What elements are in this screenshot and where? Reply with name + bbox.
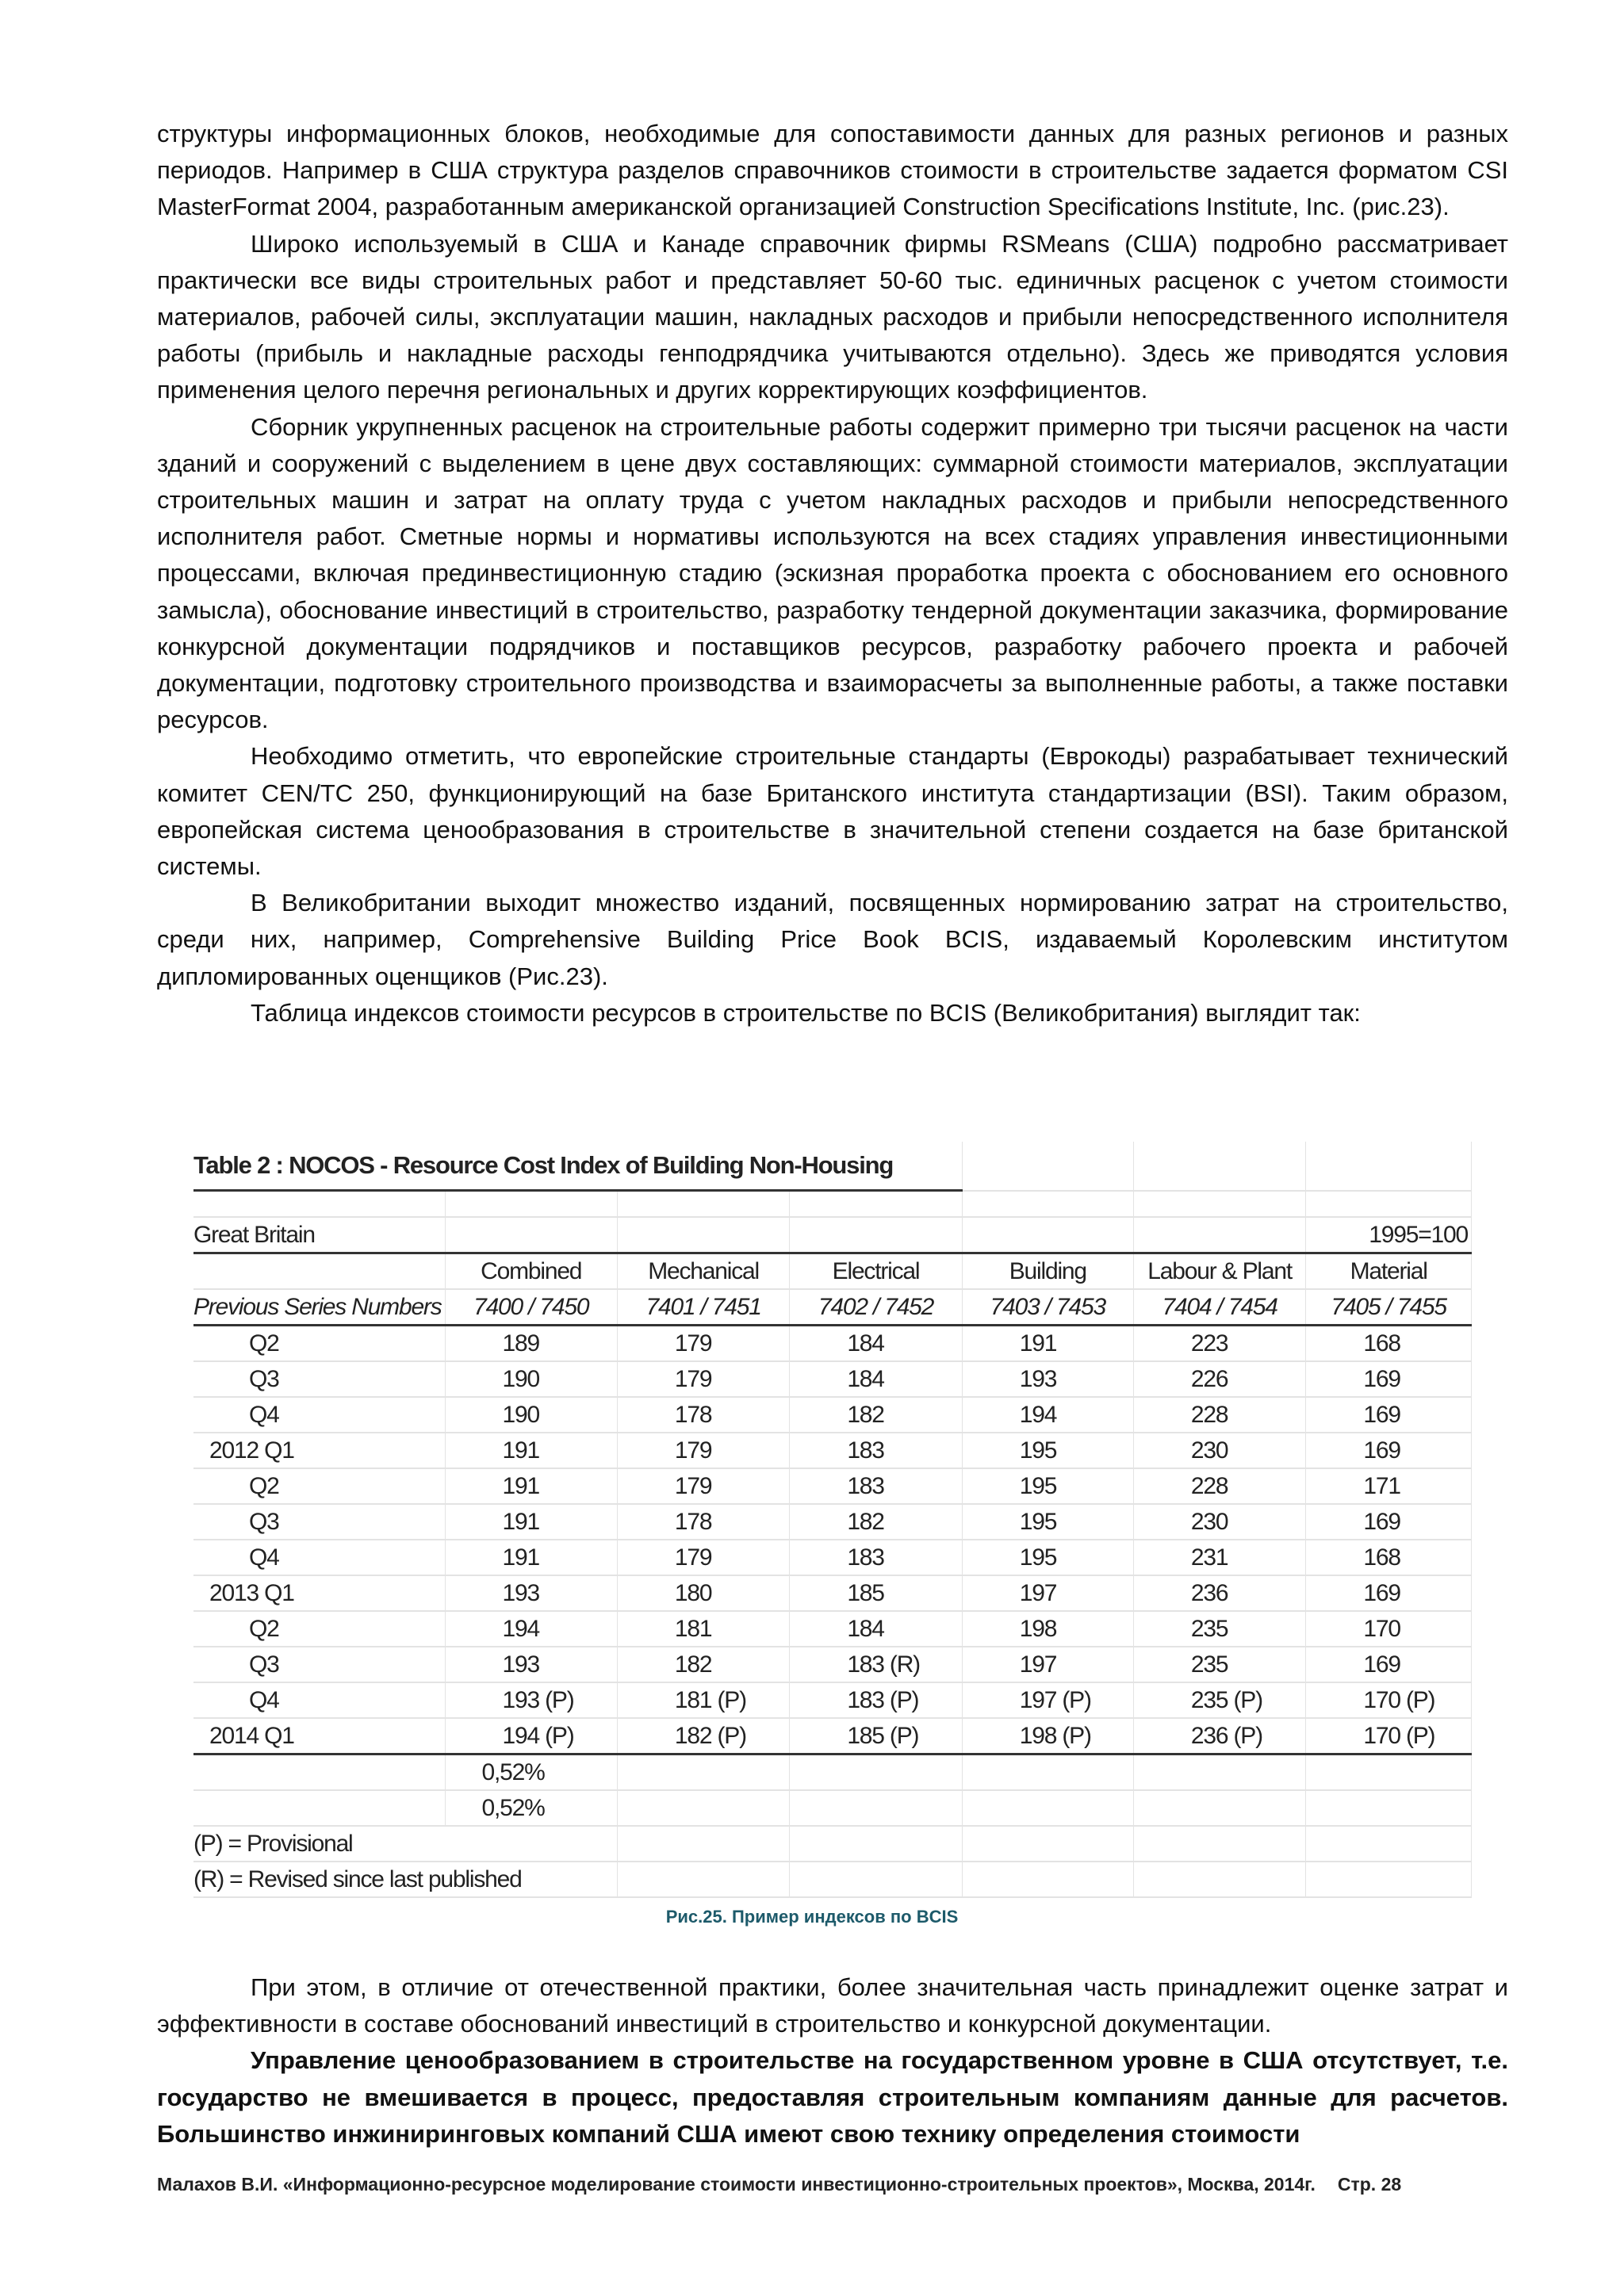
index-value: 191 — [445, 1504, 617, 1540]
index-value: 170 (P) — [1306, 1718, 1472, 1755]
index-value: 170 — [1306, 1611, 1472, 1647]
index-value: 197 — [962, 1575, 1133, 1611]
index-value: 183 — [790, 1433, 962, 1468]
index-value: 191 — [445, 1540, 617, 1575]
series-number: 7402 / 7452 — [790, 1289, 962, 1326]
legend-row — [193, 1826, 1472, 1862]
series-number: 7400 / 7450 — [445, 1289, 617, 1326]
index-value: 194 (P) — [445, 1718, 617, 1755]
table-row — [193, 1326, 1472, 1362]
quarter: Q2 — [249, 1330, 279, 1357]
table-row — [193, 1682, 1472, 1718]
index-value: 194 — [962, 1397, 1133, 1433]
index-value: 181 (P) — [617, 1682, 789, 1718]
index-value: 195 — [962, 1540, 1133, 1575]
empty-cell — [790, 1191, 962, 1218]
index-value: 168 — [1306, 1540, 1472, 1575]
index-value: 179 — [617, 1540, 789, 1575]
period-label — [193, 1718, 445, 1755]
region-row — [193, 1217, 1472, 1253]
series-number: 7403 / 7453 — [962, 1289, 1133, 1326]
empty-cell — [1306, 1191, 1472, 1218]
figure-caption: Рис.25. Пример индексов по BCIS — [665, 1907, 959, 1927]
index-value: 179 — [617, 1468, 789, 1504]
index-value: 180 — [617, 1575, 789, 1611]
paragraph: Широко используемый в США и Канаде справочник фирмы RSMeans (США) подробно рассматривает практически все виды строительных работ и представляет 50-60 тыс. единичных расценок с учетом стоимости материалов, рабочей силы, эксплуатации машин, накладных расходов и прибыли непосредственного исполнителя работы (прибыль и накладные расходы генподрядчика учитываются отдельно). Здесь же приводятся условия применения целого перечня региональных и других корректирующих коэффициентов. — [157, 229, 1508, 404]
empty-cell — [790, 1217, 962, 1253]
quarter: Q4 — [249, 1686, 279, 1713]
paragraph-bold: Управление ценообразованием в строительстве на государственном уровне в США отсутствует, т.е. государство не вмешивается в процесс, предоставляя строительным компаниям данные для расчетов. Большинство инжиниринговых компаний США имеют свою технику определения стоимости — [157, 2046, 1508, 2148]
index-value: 179 — [617, 1326, 789, 1362]
index-value: 195 — [962, 1468, 1133, 1504]
index-value: 223 — [1133, 1326, 1305, 1362]
legend-note: (P) = Provisional — [193, 1826, 617, 1862]
index-value: 169 — [1306, 1361, 1472, 1397]
empty-cell — [193, 1790, 445, 1826]
series-number: 7404 / 7454 — [1133, 1289, 1305, 1326]
period-label — [193, 1682, 445, 1718]
body-text-top — [157, 116, 1508, 1031]
legend-row — [193, 1862, 1472, 1897]
index-value: 231 — [1133, 1540, 1305, 1575]
empty-cell — [1133, 1790, 1305, 1826]
index-value: 195 — [962, 1433, 1133, 1468]
empty-cell — [790, 1790, 962, 1826]
table-row — [193, 1611, 1472, 1647]
index-value: 191 — [445, 1468, 617, 1504]
table-row — [193, 1397, 1472, 1433]
index-value: 236 — [1133, 1575, 1305, 1611]
empty-cell — [962, 1826, 1133, 1862]
index-value: 230 — [1133, 1433, 1305, 1468]
empty-cell — [1306, 1755, 1472, 1791]
index-value: 190 — [445, 1397, 617, 1433]
empty-cell — [617, 1755, 789, 1791]
page-footer — [157, 2174, 1401, 2195]
series-label: Previous Series Numbers — [193, 1289, 445, 1326]
column-header: Building — [962, 1253, 1133, 1290]
quarter: Q2 — [249, 1472, 279, 1499]
index-value: 197 (P) — [962, 1682, 1133, 1718]
index-value: 235 — [1133, 1611, 1305, 1647]
period-label — [193, 1575, 445, 1611]
index-value: 185 (P) — [790, 1718, 962, 1755]
index-value: 236 (P) — [1133, 1718, 1305, 1755]
index-value: 171 — [1306, 1468, 1472, 1504]
empty-cell — [790, 1826, 962, 1862]
table-row — [193, 1468, 1472, 1504]
table-row — [193, 1540, 1472, 1575]
table-title-row — [193, 1142, 1472, 1191]
base-year-label: 1995=100 — [1306, 1217, 1472, 1253]
quarter: Q3 — [249, 1651, 279, 1678]
index-value: 183 — [790, 1540, 962, 1575]
index-value: 183 (R) — [790, 1647, 962, 1682]
empty-cell — [1133, 1826, 1305, 1862]
empty-cell — [1306, 1790, 1472, 1826]
legend-note: (R) = Revised since last published — [193, 1862, 617, 1897]
index-value: 230 — [1133, 1504, 1305, 1540]
empty-cell — [962, 1790, 1133, 1826]
empty-cell — [617, 1217, 789, 1253]
index-value: 193 — [445, 1575, 617, 1611]
index-value: 178 — [617, 1397, 789, 1433]
index-value: 235 (P) — [1133, 1682, 1305, 1718]
percent-value: 0,52% — [445, 1755, 617, 1791]
index-value: 169 — [1306, 1647, 1472, 1682]
index-value: 195 — [962, 1504, 1133, 1540]
empty-cell — [962, 1217, 1133, 1253]
index-value: 182 — [790, 1397, 962, 1433]
empty-cell — [445, 1217, 617, 1253]
column-header: Combined — [445, 1253, 617, 1290]
index-value: 185 — [790, 1575, 962, 1611]
bcis-index-table — [193, 1142, 1472, 1898]
quarter: Q4 — [249, 1401, 279, 1428]
empty-cell — [1133, 1217, 1305, 1253]
series-number: 7405 / 7455 — [1306, 1289, 1472, 1326]
table-row — [193, 1504, 1472, 1540]
series-numbers-row — [193, 1289, 1472, 1326]
index-value: 169 — [1306, 1504, 1472, 1540]
index-value: 182 (P) — [617, 1718, 789, 1755]
empty-cell — [962, 1191, 1133, 1218]
column-header: Labour & Plant — [1133, 1253, 1305, 1290]
index-value: 193 — [962, 1361, 1133, 1397]
quarter: Q1 — [264, 1579, 294, 1606]
body-text-bottom — [157, 1969, 1508, 2152]
index-value: 181 — [617, 1611, 789, 1647]
empty-cell — [1306, 1142, 1472, 1191]
paragraph: структуры информационных блоков, необходимые для сопоставимости данных для разных регионов и разных периодов. Например в США структура разделов справочников стоимости в строительстве задается форматом CSI MasterFormat 2004, разработанным американской организацией Construction Specifications Institute, Inc. (рис.23). — [157, 120, 1508, 221]
index-value: 169 — [1306, 1397, 1472, 1433]
paragraph: В Великобритании выходит множество изданий, посвященных нормированию затрат на строительство, среди них, например, Comprehensive Building Price Book BCIS, издаваемый Королевским институтом дипломированных оценщиков (Рис.23). — [157, 889, 1508, 990]
index-value: 198 — [962, 1611, 1133, 1647]
column-header: Material — [1306, 1253, 1472, 1290]
empty-cell — [962, 1862, 1133, 1897]
index-value: 197 — [962, 1647, 1133, 1682]
index-value: 168 — [1306, 1326, 1472, 1362]
paragraph: Таблица индексов стоимости ресурсов в строительстве по BCIS (Великобритания) выглядит так: — [251, 998, 1361, 1027]
empty-cell — [193, 1191, 445, 1218]
table-row — [193, 1361, 1472, 1397]
index-value: 198 (P) — [962, 1718, 1133, 1755]
index-value: 184 — [790, 1326, 962, 1362]
empty-cell — [1306, 1862, 1472, 1897]
series-number: 7401 / 7451 — [617, 1289, 789, 1326]
empty-cell — [617, 1862, 789, 1897]
empty-cell — [617, 1191, 789, 1218]
period-label — [193, 1611, 445, 1647]
quarter: Q1 — [264, 1722, 294, 1749]
empty-cell — [790, 1862, 962, 1897]
year: 2013 — [209, 1579, 259, 1606]
empty-cell — [1133, 1142, 1305, 1191]
column-header: Mechanical — [617, 1253, 789, 1290]
percent-row — [193, 1755, 1472, 1791]
year: 2014 — [209, 1722, 259, 1749]
index-value: 228 — [1133, 1397, 1305, 1433]
empty-cell — [962, 1755, 1133, 1791]
index-value: 235 — [1133, 1647, 1305, 1682]
table-row — [193, 1433, 1472, 1468]
index-value: 194 — [445, 1611, 617, 1647]
period-label — [193, 1468, 445, 1504]
spacer-row — [193, 1191, 1472, 1218]
index-value: 183 — [790, 1468, 962, 1504]
index-value: 193 (P) — [445, 1682, 617, 1718]
period-label — [193, 1433, 445, 1468]
period-label — [193, 1504, 445, 1540]
index-value: 190 — [445, 1361, 617, 1397]
percent-row — [193, 1790, 1472, 1826]
index-value: 228 — [1133, 1468, 1305, 1504]
paragraph: При этом, в отличие от отечественной практики, более значительная часть принадлежит оценке затрат и эффективности в составе обоснований инвестиций в строительство и конкурсной документации. — [157, 1973, 1508, 2038]
quarter: Q3 — [249, 1365, 279, 1392]
index-value: 184 — [790, 1361, 962, 1397]
period-label — [193, 1647, 445, 1682]
empty-cell — [193, 1755, 445, 1791]
index-value: 182 — [790, 1504, 962, 1540]
paragraph: Сборник укрупненных расценок на строительные работы содержит примерно три тысячи расценок на части зданий и сооружений с выделением в цене двух составляющих: суммарной стоимости материалов, эксплуатации строительных машин и затрат на оплату труда с учетом накладных расходов и прибыли непосредственного исполнителя работ. Сметные нормы и нормативы используются на всех стадиях управления инвестиционными процессами, включая прединвестиционную стадию (эскизная проработка проекта с обоснованием его основного замысла), обоснование инвестиций в строительство, разработку тендерной документации заказчика, формирование конкурсной документации подрядчиков и поставщиков ресурсов, разработку рабочего проекта и рабочей документации, подготовку строительного производства и взаиморасчеты за выполненные работы, а также поставки ресурсов. — [157, 412, 1508, 734]
table-row — [193, 1718, 1472, 1755]
empty-cell — [193, 1253, 445, 1290]
index-value: 193 — [445, 1647, 617, 1682]
index-value: 178 — [617, 1504, 789, 1540]
period-label — [193, 1540, 445, 1575]
year: 2012 — [209, 1437, 259, 1464]
empty-cell — [790, 1755, 962, 1791]
period-label — [193, 1361, 445, 1397]
column-header: Electrical — [790, 1253, 962, 1290]
paragraph: Необходимо отметить, что европейские строительные стандарты (Еврокоды) разрабатывает технический комитет CEN/TC 250, функционирующий на базе Британского института стандартизации (BSI). Таким образом, европейская система ценообразования в строительстве в значительной степени создается на базе британской системы. — [157, 742, 1508, 881]
empty-cell — [1133, 1862, 1305, 1897]
empty-cell — [445, 1191, 617, 1218]
region-label: Great Britain — [193, 1217, 445, 1253]
index-value: 226 — [1133, 1361, 1305, 1397]
index-value: 183 (P) — [790, 1682, 962, 1718]
index-value: 169 — [1306, 1433, 1472, 1468]
index-value: 189 — [445, 1326, 617, 1362]
index-value: 184 — [790, 1611, 962, 1647]
quarter: Q1 — [264, 1437, 294, 1464]
empty-cell — [1133, 1755, 1305, 1791]
empty-cell — [1306, 1826, 1472, 1862]
index-value: 179 — [617, 1433, 789, 1468]
index-value: 179 — [617, 1361, 789, 1397]
period-label — [193, 1397, 445, 1433]
empty-cell — [617, 1826, 789, 1862]
table-title: Table 2 : NOCOS - Resource Cost Index of Building Non-Housing — [193, 1142, 962, 1191]
quarter: Q2 — [249, 1615, 279, 1642]
empty-cell — [1133, 1191, 1305, 1218]
table-row — [193, 1647, 1472, 1682]
index-value: 169 — [1306, 1575, 1472, 1611]
footer-citation: Малахов В.И. «Информационно-ресурсное моделирование стоимости инвестиционно-строительных проектов», Москва, 2014г. — [157, 2174, 1316, 2195]
page-number: Стр. 28 — [1337, 2174, 1402, 2195]
period-label — [193, 1326, 445, 1362]
empty-cell — [962, 1142, 1133, 1191]
quarter: Q4 — [249, 1544, 279, 1571]
table-row — [193, 1575, 1472, 1611]
index-value: 191 — [962, 1326, 1133, 1362]
empty-cell — [617, 1790, 789, 1826]
percent-value: 0,52% — [445, 1790, 617, 1826]
index-value: 182 — [617, 1647, 789, 1682]
index-value: 191 — [445, 1433, 617, 1468]
quarter: Q3 — [249, 1508, 279, 1535]
index-value: 170 (P) — [1306, 1682, 1472, 1718]
column-header-row — [193, 1253, 1472, 1290]
